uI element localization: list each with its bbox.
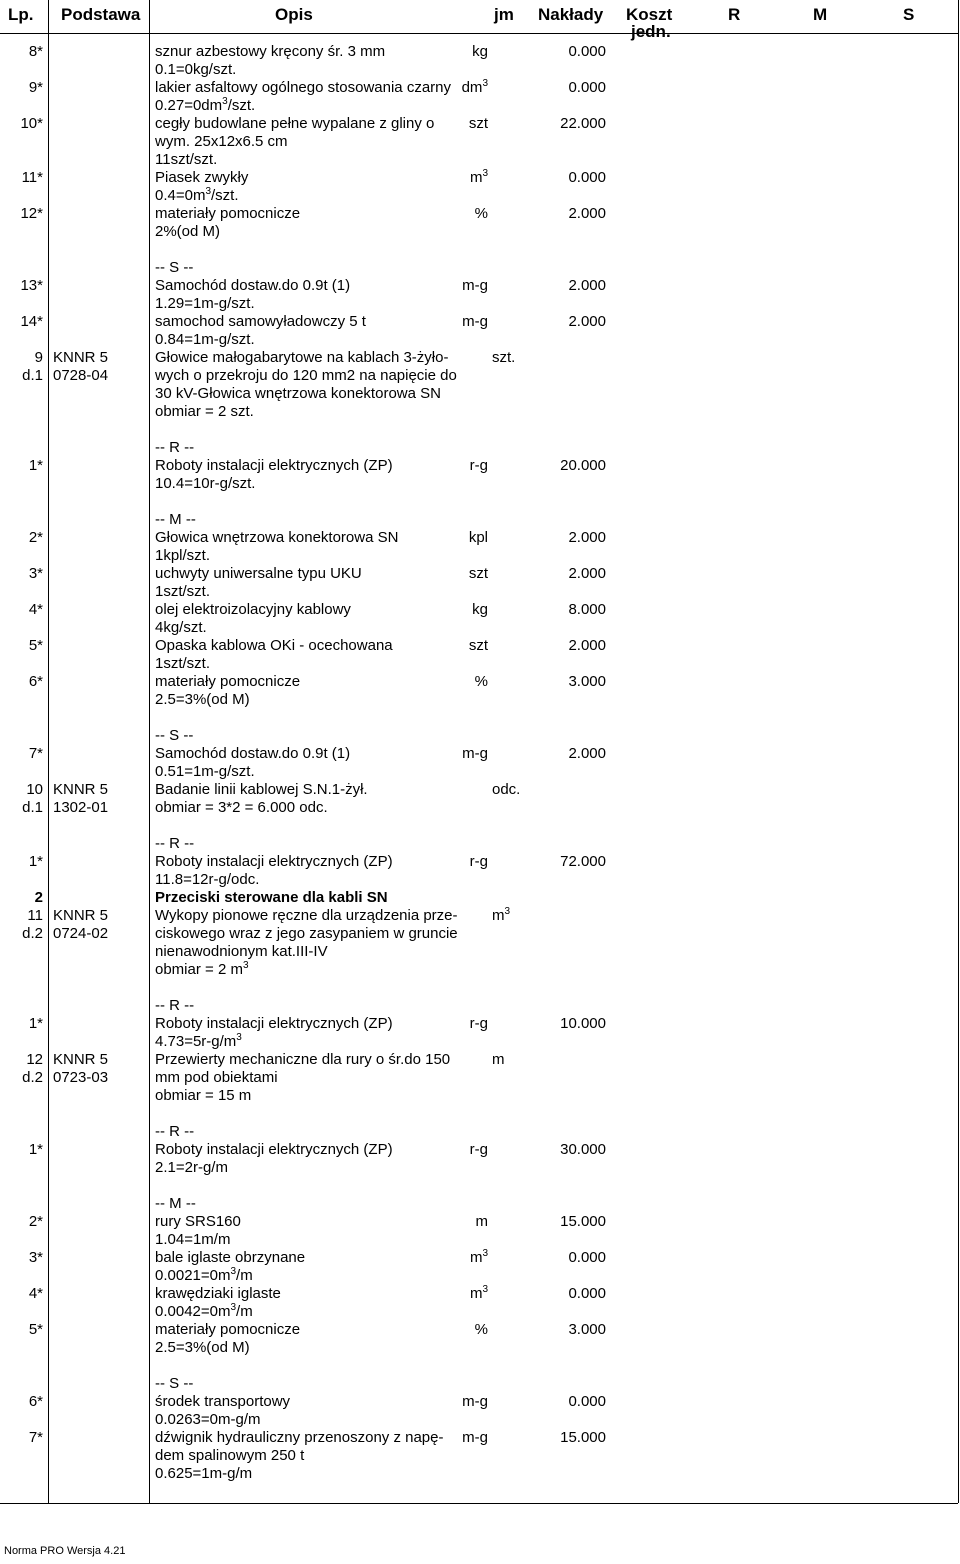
cell-opis: bale iglaste obrzynane [155,1249,306,1266]
cell-lp: d.1 [22,367,43,384]
cell-naklady: 2.000 [568,529,606,546]
cell-podstawa: 0723-03 [53,1069,109,1086]
cell-naklady: 30.000 [560,1141,606,1158]
cell-naklady: 8.000 [568,601,606,618]
cell-jm: $m^3$ [469,1248,488,1266]
header-r: R [728,5,741,24]
cell-naklady: 22.000 [560,115,606,132]
cell-naklady: 2.000 [568,745,606,762]
cell-naklady: 2.000 [568,565,606,582]
cell-opis: 30 kV-Głowica wnętrzowa konektorowa SN [155,385,441,402]
cell-opis: materiały pomocnicze [155,1321,301,1338]
cell-opis: obmiar = 2 $m^3$ [155,960,249,978]
cell-opis: $4.73=5r-g/m^3$ [155,1032,242,1050]
cell-opis: samochod samowyładowczy 5 t [155,313,366,330]
cell-lp: 7* [28,745,43,762]
cell-opis: 10.4=10r-g/szt. [155,475,256,492]
cell-naklady: 2.000 [568,637,606,654]
cell-lp: 1* [28,853,43,870]
cell-opis: 0.51=1m-g/szt. [155,763,255,780]
cell-naklady: 3.000 [568,673,606,690]
cell-lp: 7* [28,1429,43,1446]
cell-lp: 3* [28,565,43,582]
header-podstawa: Podstawa [61,5,141,24]
cell-opis: -- R -- [155,835,195,852]
cell-jm: m-g [462,277,488,294]
cell-lp: 1* [28,1015,43,1032]
cell-jm: szt [468,115,488,132]
cell-lp: d.2 [22,1069,43,1086]
cell-opis: -- R -- [155,1123,195,1140]
cell-opis: 0.0263=0m-g/m [155,1411,261,1428]
cell-opis: wych o przekroju do 120 mm2 na napięcie do [155,367,457,384]
cell-opis: $0.27=0dm^3$/szt. [155,96,256,114]
cell-opis: materiały pomocnicze [155,205,301,222]
cell-opis: Samochód dostaw.do 0.9t (1) [155,277,351,294]
cell-jm: m [475,1213,488,1230]
cell-opis: obmiar = 3*2 = 6.000 odc. [155,799,328,816]
header-koszt: Koszt [626,5,673,24]
cell-opis: uchwyty uniwersalne typu UKU [155,565,362,582]
cell-opis: wym. 25x12x6.5 cm [155,133,288,150]
cell-lp: 6* [28,673,43,690]
cell-jm: kg [472,43,488,60]
cell-opis: Samochód dostaw.do 0.9t (1) [155,745,351,762]
cell-opis: Roboty instalacji elektrycznych (ZP) [155,1015,393,1032]
cell-podstawa: KNNR 5 [53,907,109,924]
cell-jm: r-g [469,853,488,870]
cell-lp: 10 [26,781,43,798]
cell-opis: Przewierty mechaniczne dla rury o śr.do 150 [155,1051,451,1068]
cell-lp: 8* [28,43,43,60]
cell-naklady: 3.000 [568,1321,606,1338]
cell-opis: -- S -- [155,1375,194,1392]
cell-lp: 9* [28,79,43,96]
cell-opis: sznur azbestowy kręcony śr. 3 mm [155,43,386,60]
cell-jm: $m^3$ [492,906,511,924]
cell-lp: 5* [28,637,43,654]
cell-jm: m-g [462,745,488,762]
cell-naklady: 0.000 [568,1249,606,1266]
cell-opis: rury SRS160 [155,1213,241,1230]
table-header [0,0,960,41]
header-opis: Opis [275,5,313,24]
cell-jm: kpl [468,529,488,546]
footer-version: Norma PRO Wersja 4.21 [4,1545,126,1557]
cell-naklady: 15.000 [560,1429,606,1446]
cell-opis: lakier asfaltowy ogólnego stosowania czarny [155,79,451,96]
cell-naklady: 0.000 [568,1393,606,1410]
cell-opis: 11szt/szt. [155,151,218,168]
cell-naklady: 0.000 [568,79,606,96]
cell-lp: 2* [28,1213,43,1230]
cell-podstawa: KNNR 5 [53,349,109,366]
cell-lp: 2* [28,529,43,546]
cell-lp: 9 [34,349,43,366]
cell-naklady: 2.000 [568,205,606,222]
cell-naklady: 20.000 [560,457,606,474]
cell-opis: 11.8=12r-g/odc. [155,871,260,888]
cell-naklady: 2.000 [568,277,606,294]
cell-opis: Roboty instalacji elektrycznych (ZP) [155,457,393,474]
cell-opis: cegły budowlane pełne wypalane z gliny o [155,115,435,132]
cell-naklady: 0.000 [568,1285,606,1302]
cell-lp: 1* [28,457,43,474]
cell-opis: nienawodnionym kat.III-IV [155,943,328,960]
cell-jm: $m^3$ [469,168,488,186]
cell-jm: % [474,673,488,690]
cell-opis: -- S -- [155,727,194,744]
cell-jm: m-g [462,313,488,330]
cell-podstawa: KNNR 5 [53,1051,109,1068]
cell-lp: 13* [20,277,43,294]
cell-lp: 5* [28,1321,43,1338]
cell-jm: m-g [462,1429,488,1446]
cell-opis: ciskowego wraz z jego zasypaniem w gruncie [155,925,458,942]
cell-jm: % [474,1321,488,1338]
cell-opis: dźwignik hydrauliczny przenoszony z napę- [155,1429,444,1446]
cell-opis: Badanie linii kablowej S.N.1-żył. [155,781,368,798]
cell-jm: $m^3$ [469,1284,488,1302]
cell-lp: 1* [28,1141,43,1158]
cell-jm: r-g [469,1015,488,1032]
cell-jm: r-g [469,457,488,474]
cell-jm: odc. [492,781,521,798]
cell-jm: $dm^3$ [461,78,488,96]
cell-opis: Roboty instalacji elektrycznych (ZP) [155,853,393,870]
cell-lp: 12 [26,1051,43,1068]
cell-lp: 11 [27,907,43,924]
header-naklady: Nakłady [538,5,604,24]
cell-jm: szt [468,637,488,654]
cell-opis: $0.0021=0m^3/m$ [155,1266,253,1284]
cell-lp: 6* [28,1393,43,1410]
cell-podstawa: 1302-01 [53,799,109,816]
table-bottom-border [0,1503,958,1504]
cell-lp: 12* [20,205,43,222]
cell-opis: 1kpl/szt. [155,547,211,564]
cell-jm: szt [468,565,488,582]
cell-podstawa: KNNR 5 [53,781,109,798]
cell-opis: 0.625=1m-g/m [155,1465,253,1482]
cell-naklady: 15.000 [560,1213,606,1230]
cell-podstawa: 0724-02 [53,925,109,942]
cost-table-body [0,34,960,1503]
cell-naklady: 72.000 [560,853,606,870]
cell-opis: Piasek zwykły [155,169,249,186]
cell-podstawa: 0728-04 [53,367,109,384]
cell-opis: materiały pomocnicze [155,673,301,690]
cell-lp: 2 [34,889,43,906]
cell-lp: d.1 [22,799,43,816]
cell-opis: Głowica wnętrzowa konektorowa SN [155,529,399,546]
cell-opis: Przeciski sterowane dla kabli SN [155,889,388,906]
cell-opis: Roboty instalacji elektrycznych (ZP) [155,1141,393,1158]
cell-naklady: 10.000 [560,1015,606,1032]
cell-opis: Głowice małogabarytowe na kablach 3-żyło- [155,349,449,366]
cell-opis: 1szt/szt. [155,655,211,672]
cell-opis: 1.04=1m/m [155,1231,231,1248]
cell-opis: -- S -- [155,259,194,276]
cell-lp: 4* [28,601,43,618]
header-s: S [903,5,915,24]
cell-naklady: 0.000 [568,43,606,60]
cell-opis: -- R -- [155,439,195,456]
cell-jm: kg [472,601,488,618]
cell-jm: % [474,205,488,222]
cell-lp: 14* [20,313,43,330]
cell-opis: -- M -- [155,511,196,528]
cell-opis: 2.1=2r-g/m [155,1159,228,1176]
cell-opis: 0.1=0kg/szt. [155,61,237,78]
cell-opis: środek transportowy [155,1393,291,1410]
header-koszt-sub: jedn. [631,22,671,41]
cell-opis: 1szt/szt. [155,583,211,600]
cell-opis: 2.5=3%(od M) [155,691,250,708]
cell-opis: -- R -- [155,997,195,1014]
cell-jm: szt. [492,349,516,366]
cell-lp: d.2 [22,925,43,942]
cell-opis: krawędziaki iglaste [155,1285,281,1302]
cell-lp: 4* [28,1285,43,1302]
cell-opis: Opaska kablowa OKi - ocechowana [155,637,393,654]
cell-opis: $0.4=0m^3$/szt. [155,186,239,204]
cell-opis: obmiar = 15 m [155,1087,252,1104]
cell-naklady: 0.000 [568,169,606,186]
header-m: M [813,5,828,24]
cell-jm: m [492,1051,505,1068]
cell-opis: mm pod obiektami [155,1069,278,1086]
cell-opis: 0.84=1m-g/szt. [155,331,255,348]
cell-opis: Wykopy pionowe ręczne dla urządzenia prze- [155,907,458,924]
cell-lp: 3* [28,1249,43,1266]
header-lp: Lp. [8,5,34,24]
cell-opis: obmiar = 2 szt. [155,403,254,420]
cell-opis: $0.0042=0m^3/m$ [155,1302,253,1320]
cell-opis: -- M -- [155,1195,196,1212]
cell-opis: 4kg/szt. [155,619,207,636]
cell-opis: 2%(od M) [155,223,221,240]
cell-lp: 10* [20,115,43,132]
cell-jm: r-g [469,1141,488,1158]
cell-lp: 11* [21,169,43,186]
cell-jm: m-g [462,1393,488,1410]
cell-naklady: 2.000 [568,313,606,330]
cell-opis: olej elektroizolacyjny kablowy [155,601,351,618]
cell-opis: 1.29=1m-g/szt. [155,295,255,312]
cell-opis: dem spalinowym 250 t [155,1447,305,1464]
cell-opis: 2.5=3%(od M) [155,1339,250,1356]
header-jm: jm [494,5,514,24]
